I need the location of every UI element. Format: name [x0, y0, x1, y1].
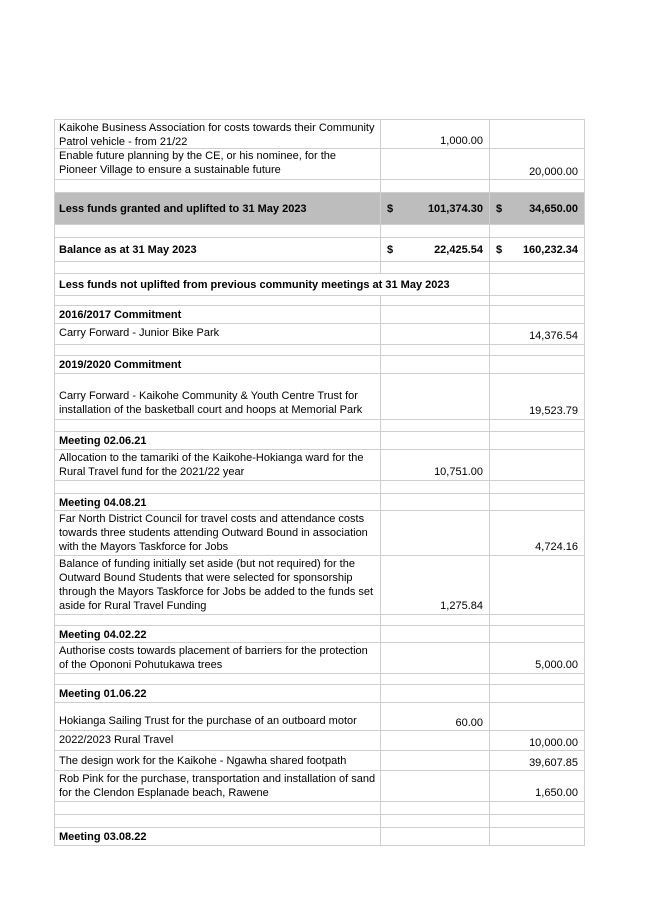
- currency-symbol: $: [496, 244, 503, 256]
- group-heading-row: [54, 305, 585, 323]
- row-amount-outstanding: 39,607.85: [529, 757, 578, 769]
- table-row: [54, 323, 585, 344]
- spacer-row: [54, 801, 585, 814]
- row-amount-uplifted: 60.00: [455, 717, 483, 729]
- row-description: Enable future planning by the CE, or his nominee, for the Pioneer Village to ensure a sustainable future: [59, 150, 337, 176]
- group-heading-row: [54, 625, 585, 642]
- table-row: [54, 510, 585, 555]
- table-row: [54, 119, 585, 148]
- group-heading: 2019/2020 Commitment: [59, 359, 182, 371]
- spacer-row: [54, 344, 585, 355]
- row-amount-uplifted: 22,425.54: [434, 244, 483, 256]
- group-heading: 2016/2017 Commitment: [59, 309, 182, 321]
- row-description: Allocation to the tamariki of the Kaikohe-Hokianga ward for the Rural Travel fund for the 2021/22 year: [59, 452, 364, 478]
- table-row: [54, 555, 585, 614]
- row-amount-uplifted: 10,751.00: [434, 466, 483, 478]
- row-description: Carry Forward - Junior Bike Park: [59, 327, 220, 339]
- row-amount-outstanding: 19,523.79: [529, 405, 578, 417]
- section-heading: Less funds not uplifted from previous community meetings at 31 May 2023: [59, 279, 450, 291]
- row-description: Rob Pink for the purchase, transportation and installation of sand for the Clendon Esplanade beach, Rawene: [59, 773, 376, 799]
- group-heading-row: [54, 355, 585, 373]
- row-amount-outstanding: 34,650.00: [529, 203, 578, 215]
- row-description: Balance as at 31 May 2023: [59, 244, 197, 256]
- spacer-row: [54, 480, 585, 493]
- row-description: The design work for the Kaikohe - Ngawha shared footpath: [59, 755, 347, 767]
- balance-row: [54, 237, 585, 261]
- row-amount-outstanding: 20,000.00: [529, 166, 578, 178]
- table-row: [54, 449, 585, 480]
- row-amount-uplifted: 1,000.00: [440, 135, 483, 147]
- table-row: [54, 642, 585, 673]
- table-bottom-border: [54, 845, 585, 846]
- row-amount-uplifted: 101,374.30: [427, 203, 483, 215]
- row-description: Kaikohe Business Association for costs towards their Community Patrol vehicle - from 21/22: [59, 122, 375, 148]
- group-heading: Meeting 01.06.22: [59, 688, 147, 700]
- table-row: [54, 750, 585, 770]
- row-description: Balance of funding initially set aside (but not required) for the Outward Bound Students that were selected for sponsorship through the Mayors Taskforce for Jobs be added to the funds set aside for Rural Travel Funding: [59, 558, 374, 612]
- table-row: [54, 373, 585, 419]
- group-heading-row: [54, 827, 585, 845]
- table-row: [54, 730, 585, 750]
- currency-symbol: $: [387, 203, 394, 215]
- group-heading-row: [54, 493, 585, 510]
- row-amount-uplifted: 1,275.84: [440, 600, 483, 612]
- spacer-row: [54, 179, 585, 192]
- spacer-row: [54, 673, 585, 684]
- row-amount-outstanding: 10,000.00: [529, 737, 578, 749]
- spacer-row: [54, 614, 585, 625]
- group-heading-row: [54, 431, 585, 449]
- row-description: Far North District Council for travel costs and attendance costs towards three students attending Outward Bound in association with the Mayors Taskforce for Jobs: [59, 513, 368, 553]
- row-amount-outstanding: 14,376.54: [529, 330, 578, 342]
- currency-symbol: $: [387, 244, 394, 256]
- row-amount-outstanding: 4,724.16: [535, 541, 578, 553]
- spacer-row: [54, 224, 585, 237]
- row-description: Carry Forward - Kaikohe Community & Youth Centre Trust for installation of the basketball court and hoops at Memorial Park: [59, 390, 363, 416]
- section-heading-row: [54, 273, 585, 295]
- row-amount-outstanding: 1,650.00: [535, 787, 578, 799]
- row-description: Authorise costs towards placement of barriers for the protection of the Opononi Pohutukawa trees: [59, 645, 368, 671]
- row-description: Hokianga Sailing Trust for the purchase of an outboard motor: [59, 715, 357, 727]
- row-description: 2022/2023 Rural Travel: [59, 734, 174, 746]
- currency-symbol: $: [496, 203, 503, 215]
- group-heading-row: [54, 684, 585, 702]
- table-row: [54, 702, 585, 730]
- group-heading: Meeting 04.08.21: [59, 497, 147, 509]
- group-heading: Meeting 04.02.22: [59, 629, 147, 641]
- total-granted-row: [54, 192, 585, 224]
- spacer-row: [54, 295, 585, 305]
- row-amount-outstanding: 160,232.34: [522, 244, 578, 256]
- table-row: [54, 770, 585, 801]
- group-heading: Meeting 03.08.22: [59, 831, 147, 843]
- table-row: [54, 148, 585, 179]
- spacer-row: [54, 419, 585, 431]
- spacer-row: [54, 814, 585, 827]
- row-amount-outstanding: 5,000.00: [535, 659, 578, 671]
- group-heading: Meeting 02.06.21: [59, 435, 147, 447]
- row-description: Less funds granted and uplifted to 31 May 2023: [59, 203, 307, 215]
- spacer-row: [54, 261, 585, 273]
